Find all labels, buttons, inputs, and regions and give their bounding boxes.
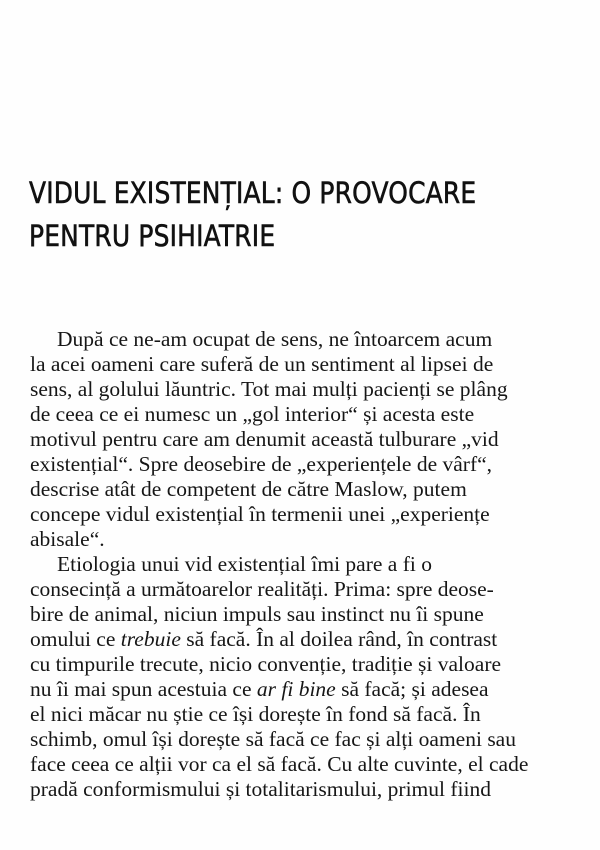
emphasis-ar-fi-bine: ar fi bine <box>256 677 336 701</box>
text-segment: nu îi mai spun acestuia ce <box>30 677 257 701</box>
text-line: După ce ne-am ocupat de sens, ne întoarcem acum <box>57 327 493 351</box>
text-line: schimb, omul își dorește să facă ce fac și alți oameni sau <box>30 727 516 751</box>
chapter-title <box>29 172 476 258</box>
text-line: pradă conformismului și totalitarismului, primul fiind <box>30 777 491 801</box>
text-line: consecință a următoarelor realități. Prima: spre deose- <box>30 577 494 601</box>
text-line: existențial“. Spre deosebire de „experiențele de vârf“, <box>30 452 493 476</box>
body-text <box>30 327 590 802</box>
text-line-with-emphasis <box>30 627 590 652</box>
text-line: descrise atât de competent de către Maslow, putem <box>30 477 467 501</box>
text-segment: omului ce <box>30 627 121 651</box>
text-line: face ceea ce alții vor ca el să facă. Cu alte cuvinte, el cade <box>30 752 529 776</box>
text-line: concepe vidul existențial în termenii unei „experiențe <box>30 502 490 526</box>
text-line: sens, al golului lăuntric. Tot mai mulți pacienți se plâng <box>30 377 508 401</box>
text-line: Etiologia unui vid existențial îmi pare a fi o <box>57 552 432 576</box>
text-line: de ceea ce ei numesc un „gol interior“ și acesta este <box>30 402 475 426</box>
text-segment: să facă. În al doilea rând, în contrast <box>180 627 498 651</box>
chapter-title-line-1: VIDUL EXISTENȚIAL: O PROVOCARE <box>29 176 477 210</box>
paragraph-1 <box>30 327 590 552</box>
text-line: bire de animal, niciun impuls sau instinct nu îi spune <box>30 602 484 626</box>
text-segment: să facă; și adesea <box>335 677 489 701</box>
text-line: abisale“. <box>30 527 105 551</box>
paragraph-2 <box>30 552 590 802</box>
text-line: cu timpurile trecute, nicio convenție, tradiție și valoare <box>30 652 502 676</box>
text-line: motivul pentru care am denumit această tulburare „vid <box>30 427 499 451</box>
text-line: el nici măcar nu știe ce își dorește în fond să facă. În <box>30 702 481 726</box>
chapter-title-line-2: PENTRU PSIHIATRIE <box>29 219 276 253</box>
emphasis-trebuie: trebuie <box>120 627 181 651</box>
text-line-with-emphasis <box>30 677 590 702</box>
text-line: la acei oameni care suferă de un sentiment al lipsei de <box>30 352 494 376</box>
